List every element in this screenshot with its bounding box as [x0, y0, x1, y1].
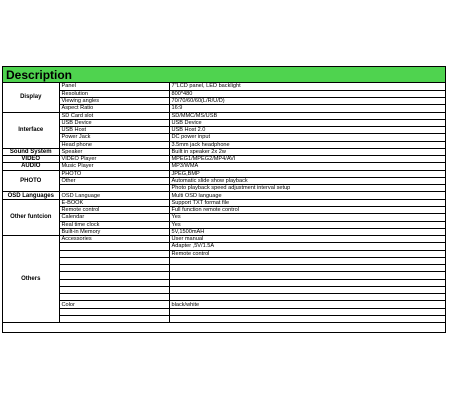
table-row [3, 236, 445, 243]
table-row [3, 279, 445, 286]
item-cell: E-BOOK [59, 199, 169, 206]
table-row [3, 148, 445, 155]
description-header: Description [3, 67, 445, 83]
spec-table [3, 83, 445, 323]
table-row [3, 141, 445, 148]
table-row [3, 185, 445, 192]
item-cell: Aspect Ratio [59, 105, 169, 112]
item-cell: SD Card slot [59, 112, 169, 119]
table-row [3, 214, 445, 221]
item-cell [59, 257, 169, 264]
item-cell: Real time clock [59, 221, 169, 228]
item-cell [59, 316, 169, 323]
value-cell: 70/70/60/60(L/R/U/D) [169, 98, 445, 105]
item-cell: Remote control [59, 207, 169, 214]
item-cell: Panel [59, 83, 169, 90]
value-cell: Multi OSD language [169, 192, 445, 199]
value-cell: MP3/WMA [169, 163, 445, 170]
category-cell: Others [3, 236, 59, 323]
value-cell: JPEG,BMP [169, 170, 445, 177]
table-row [3, 170, 445, 177]
value-cell [169, 279, 445, 286]
item-cell [59, 308, 169, 315]
table-row [3, 221, 445, 228]
item-cell: Built-in Memory [59, 228, 169, 235]
item-cell [59, 265, 169, 272]
category-cell: Sound System [3, 148, 59, 155]
item-cell: USB Device [59, 119, 169, 126]
value-cell: Photo playback speed adjustment interval setup [169, 185, 445, 192]
value-cell: User manual [169, 236, 445, 243]
table-row [3, 199, 445, 206]
table-row [3, 250, 445, 257]
value-cell: DC power input [169, 134, 445, 141]
table-row [3, 105, 445, 112]
category-cell: OSD Languages [3, 192, 59, 199]
item-cell [59, 279, 169, 286]
item-cell: Calendar [59, 214, 169, 221]
value-cell [169, 308, 445, 315]
value-cell: Remote control [169, 250, 445, 257]
value-cell: Built in speaker 2x 2w [169, 148, 445, 155]
value-cell: Yes [169, 221, 445, 228]
value-cell: Full function remote control [169, 207, 445, 214]
item-cell [59, 185, 169, 192]
table-row [3, 265, 445, 272]
category-cell: VIDEO [3, 156, 59, 163]
value-cell: USB Device [169, 119, 445, 126]
value-cell [169, 316, 445, 323]
spec-sheet [2, 66, 446, 333]
table-row [3, 192, 445, 199]
table-row [3, 228, 445, 235]
item-cell: Head phone [59, 141, 169, 148]
table-row [3, 90, 445, 97]
value-cell: 800*480 [169, 90, 445, 97]
category-cell: Display [3, 83, 59, 112]
category-cell: AUDIO [3, 163, 59, 170]
value-cell [169, 294, 445, 301]
table-row [3, 134, 445, 141]
table-row [3, 286, 445, 293]
item-cell: USB Host [59, 127, 169, 134]
value-cell [169, 265, 445, 272]
item-cell: VIDEO Player [59, 156, 169, 163]
category-cell: PHOTO [3, 170, 59, 192]
value-cell: black/white [169, 301, 445, 308]
value-cell: 16:9 [169, 105, 445, 112]
category-cell: Other funtcion [3, 199, 59, 235]
value-cell: USB Host 2.0 [169, 127, 445, 134]
item-cell: Color [59, 301, 169, 308]
item-cell: OSD Language [59, 192, 169, 199]
table-row [3, 294, 445, 301]
value-cell: 3.5mm jack headphone [169, 141, 445, 148]
item-cell: Speaker [59, 148, 169, 155]
table-row [3, 112, 445, 119]
table-row [3, 163, 445, 170]
table-row [3, 127, 445, 134]
table-row [3, 308, 445, 315]
table-row [3, 98, 445, 105]
table-row [3, 301, 445, 308]
item-cell: Other [59, 177, 169, 184]
value-cell: Support TXT format file [169, 199, 445, 206]
value-cell [169, 272, 445, 279]
value-cell: Adapter ,5V/1.5A [169, 243, 445, 250]
table-row [3, 316, 445, 323]
table-row [3, 257, 445, 264]
table-row [3, 156, 445, 163]
table-row [3, 177, 445, 184]
item-cell: Power Jack [59, 134, 169, 141]
value-cell: SD/MMC/MS/USB [169, 112, 445, 119]
table-row [3, 119, 445, 126]
value-cell: MPEG1/MPEG2/MP4/AVI [169, 156, 445, 163]
category-cell: Interface [3, 112, 59, 148]
table-row [3, 207, 445, 214]
item-cell: Music Player [59, 163, 169, 170]
item-cell: Resolution [59, 90, 169, 97]
value-cell: 5V,1500mAH [169, 228, 445, 235]
value-cell [169, 286, 445, 293]
item-cell: Viewing angles [59, 98, 169, 105]
item-cell [59, 286, 169, 293]
value-cell [169, 257, 445, 264]
table-row [3, 243, 445, 250]
item-cell [59, 272, 169, 279]
item-cell [59, 294, 169, 301]
table-row [3, 83, 445, 90]
item-cell [59, 250, 169, 257]
table-row [3, 272, 445, 279]
value-cell: Automatic slide show playback [169, 177, 445, 184]
item-cell: PHOTO [59, 170, 169, 177]
item-cell: Accessories [59, 236, 169, 243]
value-cell: Yes [169, 214, 445, 221]
item-cell [59, 243, 169, 250]
value-cell: 7"LCD panel, LED backlight [169, 83, 445, 90]
